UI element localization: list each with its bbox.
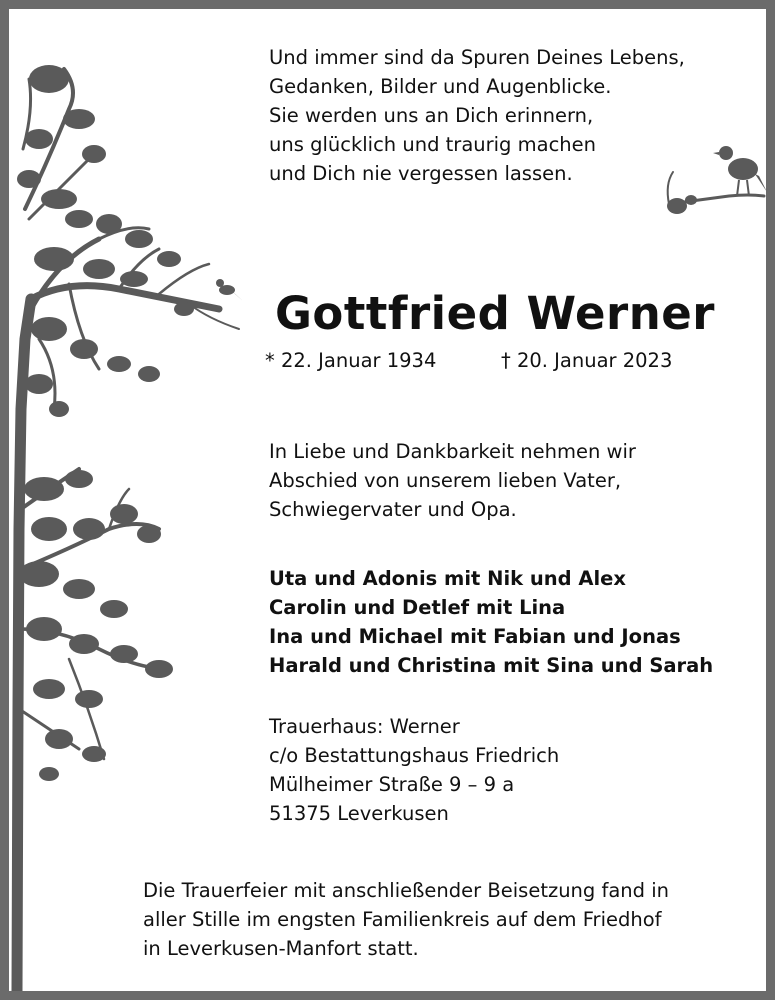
tree-silhouette-illustration: [9, 9, 269, 991]
ceremony-line: in Leverkusen-Manfort statt.: [143, 937, 419, 960]
family-member-line: Carolin und Detlef mit Lina: [269, 596, 566, 619]
family-list: [269, 564, 713, 680]
poem-line: uns glücklich und traurig machen: [269, 133, 597, 156]
birth-date: * 22. Januar 1934: [265, 349, 437, 372]
family-member-line: Uta und Adonis mit Nik und Alex: [269, 567, 626, 590]
mourning-address: [269, 712, 559, 828]
deceased-name: Gottfried Werner: [275, 287, 715, 340]
ceremony-line: Die Trauerfeier mit anschließender Beisetzung fand in: [143, 879, 670, 902]
poem-line: und Dich nie vergessen lassen.: [269, 162, 573, 185]
poem-line: Und immer sind da Spuren Deines Lebens,: [269, 46, 685, 69]
ceremony-line: aller Stille im engsten Familienkreis auf dem Friedhof: [143, 908, 662, 931]
family-member-line: Harald und Christina mit Sina und Sarah: [269, 654, 714, 677]
poem-line: Gedanken, Bilder und Augenblicke.: [269, 75, 612, 98]
farewell-line: Schwiegervater und Opa.: [269, 498, 517, 521]
address-line: Trauerhaus: Werner: [269, 715, 460, 738]
address-line: c/o Bestattungshaus Friedrich: [269, 744, 560, 767]
family-member-line: Ina und Michael mit Fabian und Jonas: [269, 625, 681, 648]
obituary-card: [9, 9, 766, 991]
farewell-text: [269, 437, 636, 524]
farewell-line: Abschied von unserem lieben Vater,: [269, 469, 622, 492]
poem-line: Sie werden uns an Dich erinnern,: [269, 104, 594, 127]
farewell-line: In Liebe und Dankbarkeit nehmen wir: [269, 440, 636, 463]
address-line: 51375 Leverkusen: [269, 802, 449, 825]
death-date: † 20. Januar 2023: [501, 349, 673, 372]
address-line: Mülheimer Straße 9 – 9 a: [269, 773, 515, 796]
poem-verse: [269, 43, 685, 188]
ceremony-notice: [143, 876, 669, 963]
life-dates: [265, 349, 672, 372]
